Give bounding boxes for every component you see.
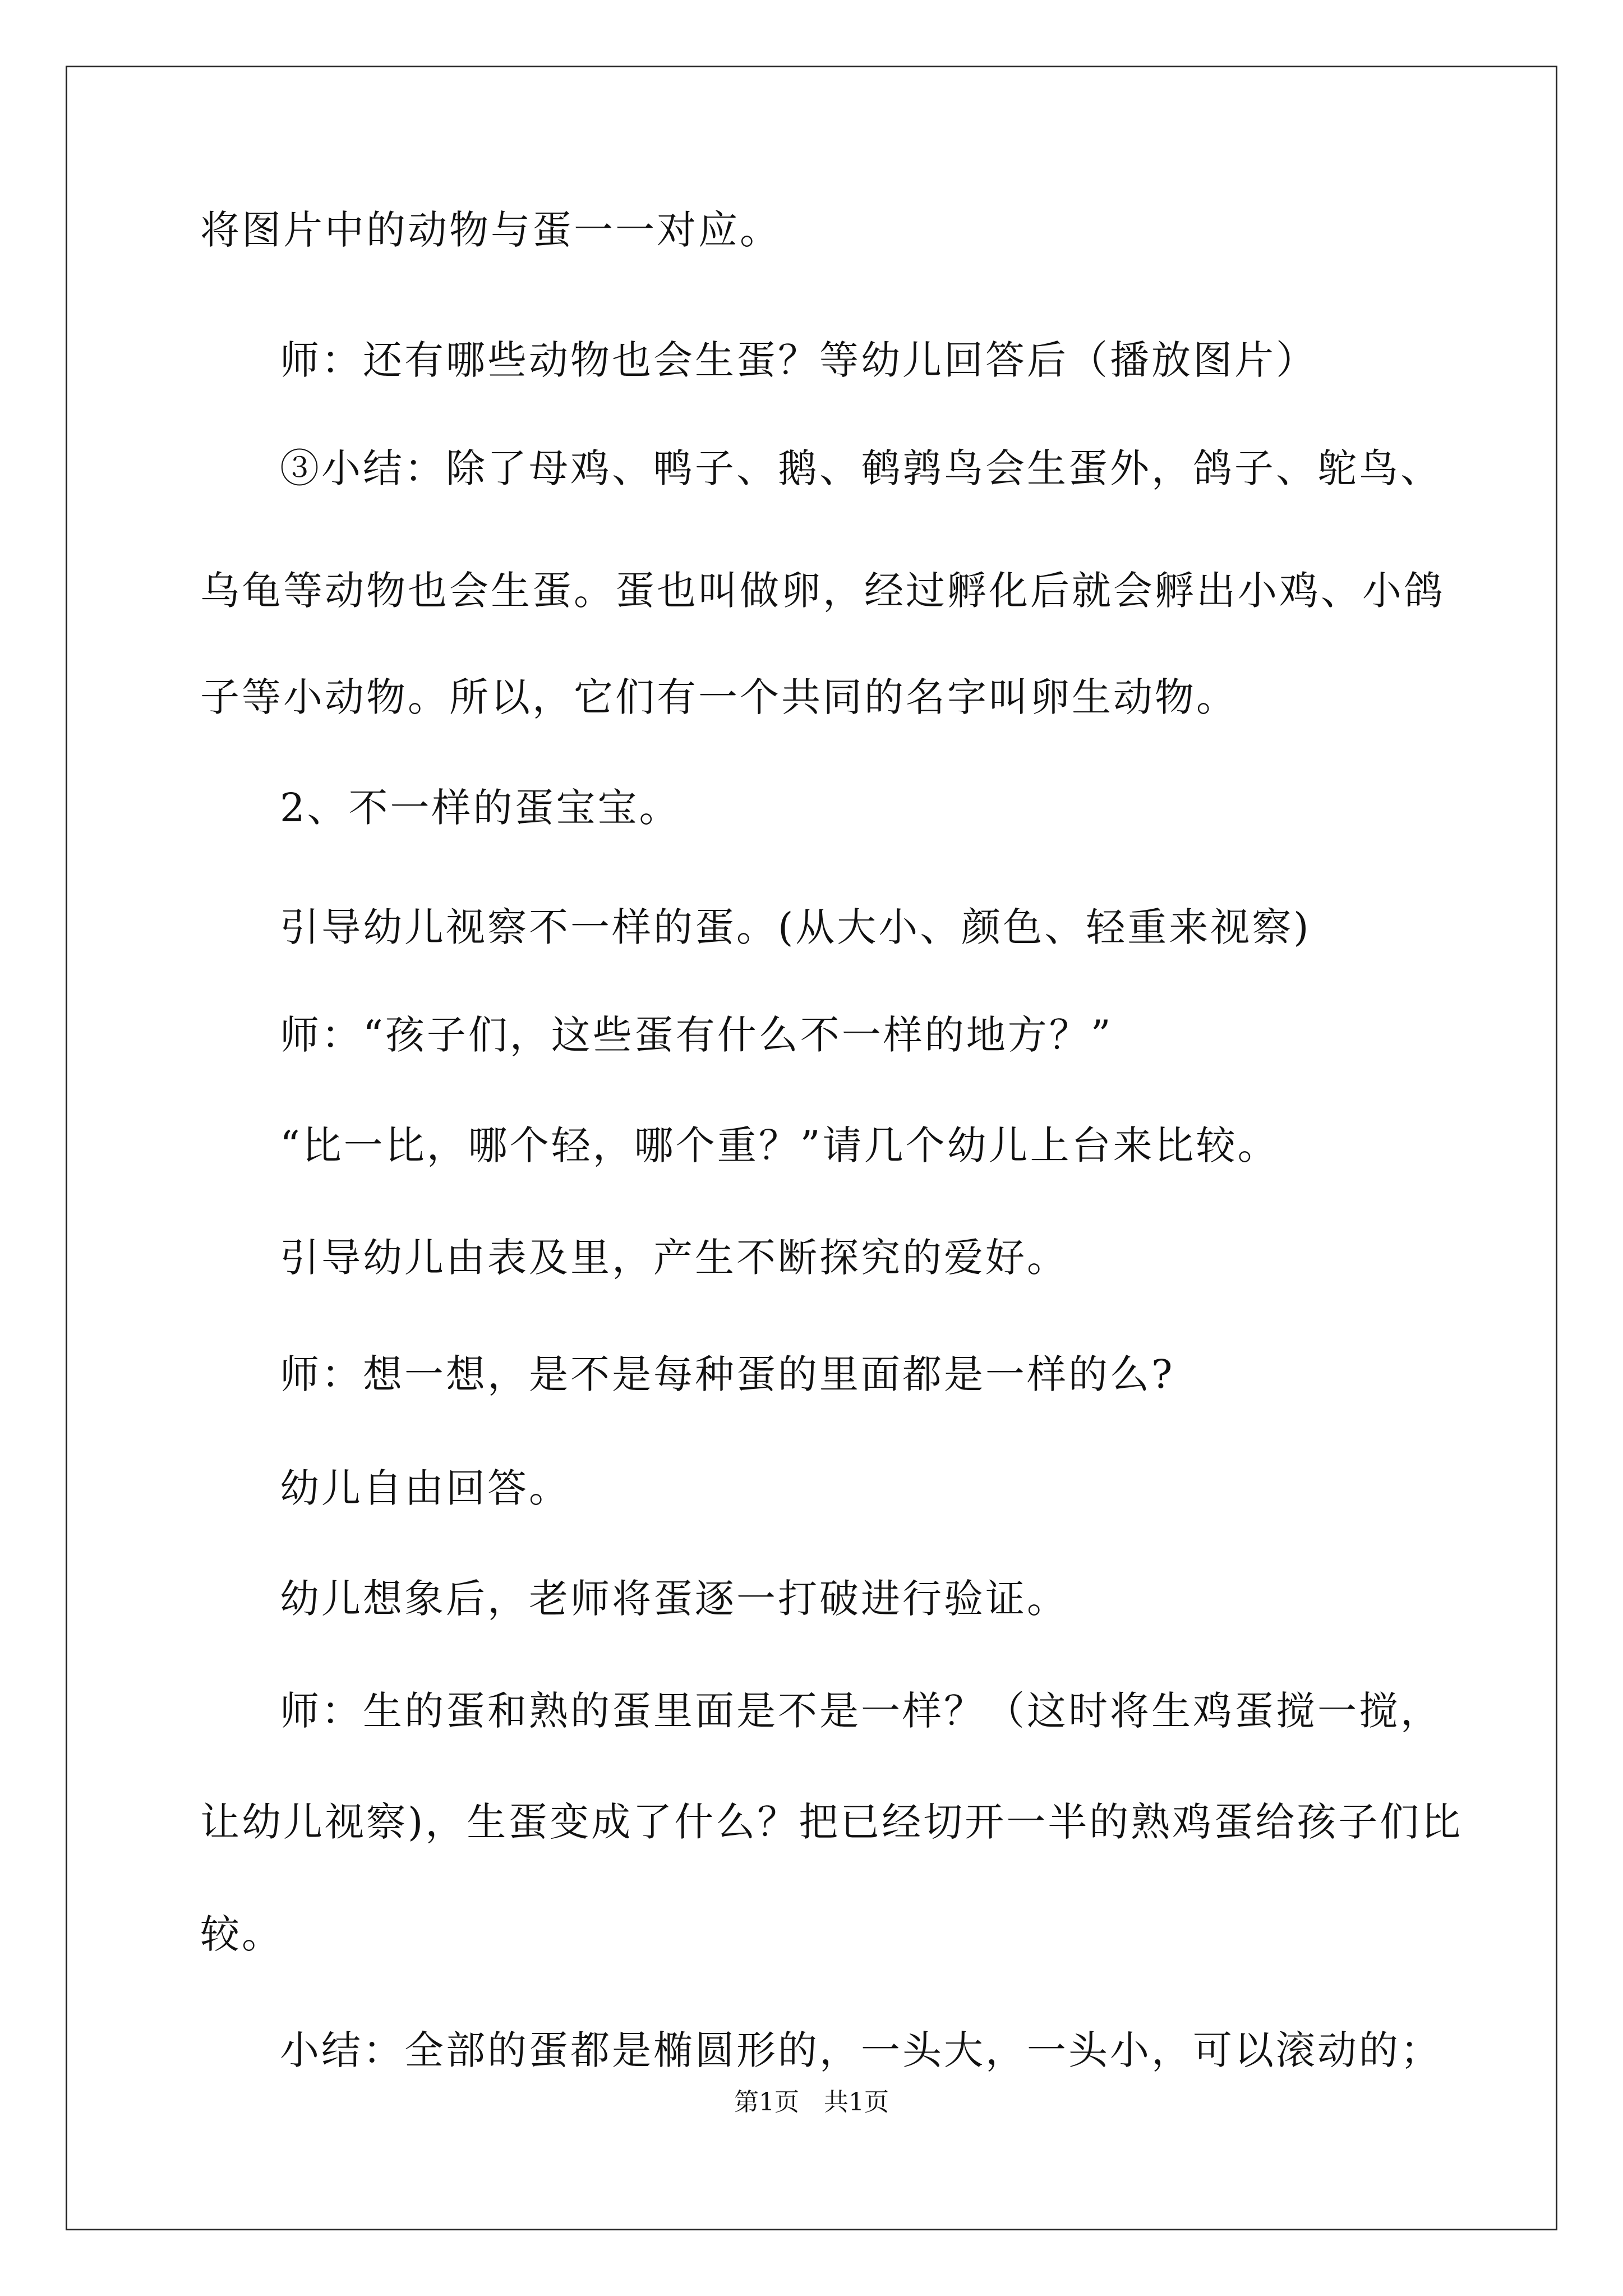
paragraph-line: 让幼儿视察)，生蛋变成了什么？把已经切开一半的熟鸡蛋给孩子们比 xyxy=(200,1799,1463,1845)
paragraph-line: 乌龟等动物也会生蛋。蛋也叫做卵，经过孵化后就会孵出小鸡、小鸽 xyxy=(200,568,1445,614)
paragraph-line: 将图片中的动物与蛋一一对应。 xyxy=(200,207,781,253)
paragraph-line: 引导幼儿视察不一样的蛋。(从大小、颜色、轻重来视察) xyxy=(280,904,1311,950)
page-footer: 第1页 共1页 xyxy=(734,2088,889,2116)
paragraph-line: “比一比，哪个轻，哪个重？”请几个幼儿上台来比较。 xyxy=(280,1122,1279,1168)
paragraph-line: 师：“孩子们，这些蛋有什么不一样的地方？” xyxy=(280,1012,1113,1058)
paragraph-line: 幼儿想象后，老师将蛋逐一打破进行验证。 xyxy=(280,1576,1068,1622)
paragraph-line: 引导幼儿由表及里，产生不断探究的爱好。 xyxy=(280,1235,1068,1281)
paragraph-line: ③小结：除了母鸡、鸭子、鹅、鹌鹑鸟会生蛋外，鸽子、鸵鸟、 xyxy=(280,445,1442,491)
paragraph-line: 幼儿自由回答。 xyxy=(280,1465,570,1511)
paragraph-line: 2、不一样的蛋宝宝。 xyxy=(280,785,681,831)
paragraph-line: 师：想一想，是不是每种蛋的里面都是一样的么? xyxy=(280,1351,1175,1397)
paragraph-line: 师：生的蛋和熟的蛋里面是不是一样？（这时将生鸡蛋搅一搅， xyxy=(280,1688,1442,1734)
paragraph-line: 较。 xyxy=(200,1911,283,1957)
paragraph-line: 子等小动物。所以，它们有一个共同的名字叫卵生动物。 xyxy=(200,674,1238,720)
paragraph-line: 师：还有哪些动物也会生蛋？等幼儿回答后（播放图片） xyxy=(280,337,1317,383)
paragraph-line: 小结：全部的蛋都是椭圆形的，一头大，一头小，可以滚动的； xyxy=(280,2027,1442,2073)
